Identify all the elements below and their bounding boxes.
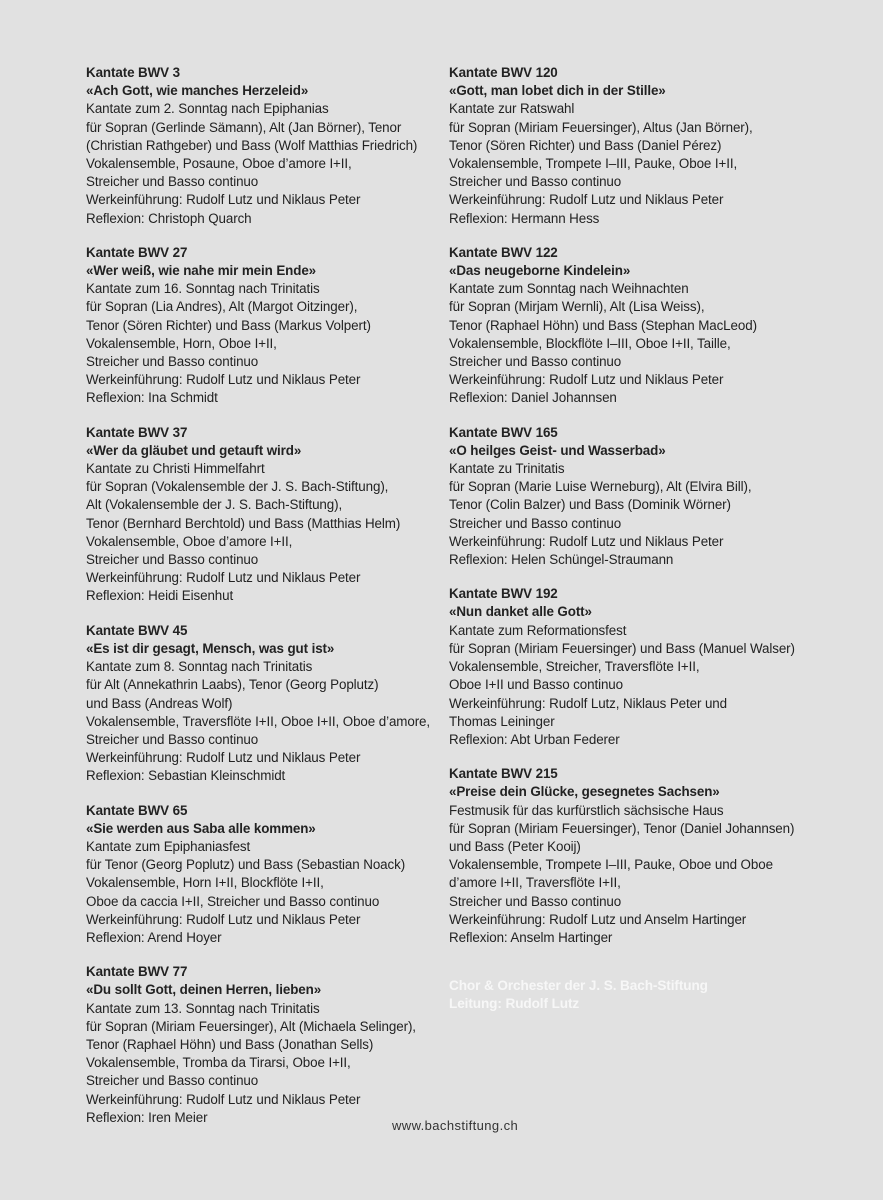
cantata-detail-line: Kantate zum 16. Sonntag nach Trinitatis xyxy=(86,281,320,297)
cantata-detail-line: Vokalensemble, Trompete I–III, Pauke, Oboe I+II, xyxy=(449,156,738,172)
cantata-detail-line: für Sopran (Vokalensemble der J. S. Bach-Stiftung), xyxy=(86,479,389,495)
cantata-subtitle: «Sie werden aus Saba alle kommen» xyxy=(86,820,316,836)
cantata-entry xyxy=(86,622,436,786)
cantata-detail-line: (Christian Rathgeber) und Bass (Wolf Matthias Friedrich) xyxy=(86,137,418,153)
cantata-detail-line: Tenor (Sören Richter) und Bass (Markus Volpert) xyxy=(86,317,371,333)
conductor-line: Leitung: Rudolf Lutz xyxy=(449,996,580,1012)
right-entries xyxy=(449,64,869,947)
cantata-detail-line: Vokalensemble, Trompete I–III, Pauke, Oboe und Oboe xyxy=(449,857,773,873)
cantata-detail-line: Reflexion: Christoph Quarch xyxy=(86,210,252,226)
cantata-detail-line: Streicher und Basso continuo xyxy=(86,731,259,747)
cantata-detail-line: Reflexion: Hermann Hess xyxy=(449,210,600,226)
cantata-detail-line: für Sopran (Miriam Feuersinger), Altus (Jan Börner), xyxy=(449,119,753,135)
cantata-detail-line: Tenor (Colin Balzer) und Bass (Dominik Wörner) xyxy=(449,497,731,513)
cantata-detail-line: Tenor (Bernhard Berchtold) und Bass (Matthias Helm) xyxy=(86,515,401,531)
cantata-entry xyxy=(449,585,869,749)
cantata-entry xyxy=(86,424,436,606)
cantata-entry xyxy=(449,64,869,228)
cantata-detail-line: Reflexion: Iren Meier xyxy=(86,1109,208,1125)
cantata-detail-line: Werkeinführung: Rudolf Lutz und Niklaus Peter xyxy=(86,911,361,927)
cantata-entry xyxy=(86,64,436,228)
cantata-title: Kantate BWV 27 xyxy=(86,244,188,260)
cantata-title: Kantate BWV 165 xyxy=(449,424,558,440)
cantata-entry xyxy=(86,802,436,948)
cantata-detail-line: Werkeinführung: Rudolf Lutz und Niklaus Peter xyxy=(86,372,361,388)
cantata-entry xyxy=(86,963,436,1127)
cantata-detail-line: Tenor (Sören Richter) und Bass (Daniel Pérez) xyxy=(449,137,722,153)
cantata-detail-line: Kantate zum 2. Sonntag nach Epiphanias xyxy=(86,101,329,117)
cantata-title: Kantate BWV 37 xyxy=(86,424,188,440)
cantata-detail-line: für Sopran (Miriam Feuersinger), Alt (Michaela Selinger), xyxy=(86,1018,416,1034)
cantata-title: Kantate BWV 120 xyxy=(449,65,558,80)
cantata-detail-line: Festmusik für das kurfürstlich sächsische Haus xyxy=(449,802,724,818)
cantata-title: Kantate BWV 3 xyxy=(86,65,180,80)
cantata-detail-line: Reflexion: Arend Hoyer xyxy=(86,929,222,945)
cantata-detail-line: Vokalensemble, Horn I+II, Blockflöte I+II, xyxy=(86,875,324,891)
left-column xyxy=(86,64,436,1143)
cantata-entry xyxy=(449,244,869,408)
cantata-detail-line: Reflexion: Abt Urban Federer xyxy=(449,731,620,747)
cantata-detail-line: Kantate zum Sonntag nach Weihnachten xyxy=(449,281,689,297)
cantata-detail-line: Vokalensemble, Streicher, Traversflöte I+II, xyxy=(449,659,700,675)
cantata-subtitle: «Preise dein Glücke, gesegnetes Sachsen» xyxy=(449,784,720,800)
cantata-title: Kantate BWV 192 xyxy=(449,586,558,602)
cantata-subtitle: «Das neugeborne Kindelein» xyxy=(449,263,631,279)
website-url[interactable]: www.bachstiftung.ch xyxy=(392,1118,519,1133)
cantata-detail-line: für Alt (Annekathrin Laabs), Tenor (Georg Poplutz) xyxy=(86,677,379,693)
cantata-detail-line: Streicher und Basso continuo xyxy=(449,893,622,909)
cantata-detail-line: für Sopran (Marie Luise Werneburg), Alt (Elvira Bill), xyxy=(449,479,752,495)
cantata-detail-line: Streicher und Basso continuo xyxy=(86,552,259,568)
cantata-detail-line: Oboe da caccia I+II, Streicher und Basso continuo xyxy=(86,893,380,909)
cantata-detail-line: d’amore I+II, Traversflöte I+II, xyxy=(449,875,621,891)
cantata-detail-line: Kantate zum 8. Sonntag nach Trinitatis xyxy=(86,659,313,675)
cantata-subtitle: «Wer da gläubet und getauft wird» xyxy=(86,442,302,458)
cantata-detail-line: Werkeinführung: Rudolf Lutz, Niklaus Peter und xyxy=(449,695,727,711)
cantata-detail-line: Oboe I+II und Basso continuo xyxy=(449,677,624,693)
cantata-detail-line: Alt (Vokalensemble der J. S. Bach-Stiftung), xyxy=(86,497,343,513)
ensemble-credits xyxy=(449,977,869,1013)
cantata-detail-line: Vokalensemble, Tromba da Tirarsi, Oboe I+II, xyxy=(86,1055,351,1071)
cantata-detail-line: Vokalensemble, Blockflöte I–III, Oboe I+II, Taille, xyxy=(449,335,731,351)
cantata-detail-line: Werkeinführung: Rudolf Lutz und Niklaus Peter xyxy=(86,1091,361,1107)
cantata-detail-line: Streicher und Basso continuo xyxy=(86,1073,259,1089)
cantata-detail-line: für Sopran (Gerlinde Sämann), Alt (Jan Börner), Tenor xyxy=(86,119,402,135)
cantata-detail-line: Reflexion: Helen Schüngel-Straumann xyxy=(449,552,674,568)
cantata-detail-line: Reflexion: Daniel Johannsen xyxy=(449,390,617,406)
ensemble-name: Chor & Orchester der J. S. Bach-Stiftung xyxy=(449,978,708,994)
cantata-detail-line: Streicher und Basso continuo xyxy=(449,174,622,190)
cantata-subtitle: «Es ist dir gesagt, Mensch, was gut ist» xyxy=(86,640,335,656)
cantata-detail-line: Tenor (Raphael Höhn) und Bass (Jonathan Sells) xyxy=(86,1036,374,1052)
cantata-entry xyxy=(449,424,869,570)
cantata-detail-line: Streicher und Basso continuo xyxy=(86,174,259,190)
cantata-detail-line: Kantate zum 13. Sonntag nach Trinitatis xyxy=(86,1000,320,1016)
cantata-subtitle: «Du sollt Gott, deinen Herren, lieben» xyxy=(86,982,322,998)
cantata-detail-line: Reflexion: Ina Schmidt xyxy=(86,390,218,406)
cantata-detail-line: Reflexion: Anselm Hartinger xyxy=(449,929,613,945)
cantata-detail-line: Streicher und Basso continuo xyxy=(86,354,259,370)
cantata-detail-line: und Bass (Peter Kooij) xyxy=(449,838,581,854)
cantata-detail-line: für Sopran (Mirjam Wernli), Alt (Lisa Weiss), xyxy=(449,299,705,315)
cantata-detail-line: Werkeinführung: Rudolf Lutz und Niklaus Peter xyxy=(449,192,724,208)
cantata-detail-line: Tenor (Raphael Höhn) und Bass (Stephan MacLeod) xyxy=(449,317,757,333)
cantata-detail-line: Reflexion: Sebastian Kleinschmidt xyxy=(86,768,286,784)
cantata-subtitle: «O heilges Geist- und Wasserbad» xyxy=(449,442,666,458)
cantata-entry xyxy=(449,765,869,947)
cantata-detail-line: Kantate zum Epiphaniasfest xyxy=(86,838,251,854)
cantata-subtitle: «Nun danket alle Gott» xyxy=(449,604,592,620)
cantata-detail-line: Vokalensemble, Horn, Oboe I+II, xyxy=(86,335,277,351)
cantata-detail-line: für Sopran (Miriam Feuersinger), Tenor (Daniel Johannsen) xyxy=(449,820,795,836)
cantata-detail-line: und Bass (Andreas Wolf) xyxy=(86,695,233,711)
cantata-detail-line: für Sopran (Miriam Feuersinger) und Bass (Manuel Walser) xyxy=(449,640,795,656)
cantata-subtitle: «Wer weiß, wie nahe mir mein Ende» xyxy=(86,263,317,279)
cantata-title: Kantate BWV 215 xyxy=(449,766,558,782)
cantata-detail-line: Kantate zu Christi Himmelfahrt xyxy=(86,461,265,477)
cantata-detail-line: Kantate zum Reformationsfest xyxy=(449,622,627,638)
cantata-detail-line: Streicher und Basso continuo xyxy=(449,515,622,531)
cantata-title: Kantate BWV 65 xyxy=(86,802,188,818)
cantata-detail-line: für Sopran (Lia Andres), Alt (Margot Oitzinger), xyxy=(86,299,358,315)
cantata-title: Kantate BWV 122 xyxy=(449,244,558,260)
cantata-detail-line: Vokalensemble, Oboe d’amore I+II, xyxy=(86,533,293,549)
cantata-subtitle: «Gott, man lobet dich in der Stille» xyxy=(449,83,666,99)
cantata-title: Kantate BWV 77 xyxy=(86,964,188,980)
cantata-detail-line: Werkeinführung: Rudolf Lutz und Niklaus Peter xyxy=(449,533,724,549)
cantata-detail-line: Streicher und Basso continuo xyxy=(449,354,622,370)
cantata-detail-line: Werkeinführung: Rudolf Lutz und Anselm Hartinger xyxy=(449,911,747,927)
cantata-detail-line: Vokalensemble, Traversflöte I+II, Oboe I+II, Oboe d’amore, xyxy=(86,713,431,729)
cantata-subtitle: «Ach Gott, wie manches Herzeleid» xyxy=(86,83,309,99)
cantata-detail-line: Werkeinführung: Rudolf Lutz und Niklaus Peter xyxy=(86,750,361,766)
cantata-detail-line: Kantate zu Trinitatis xyxy=(449,461,565,477)
cantata-detail-line: Kantate zur Ratswahl xyxy=(449,101,575,117)
cantata-entry xyxy=(86,244,436,408)
cantata-detail-line: Werkeinführung: Rudolf Lutz und Niklaus Peter xyxy=(449,372,724,388)
cantata-title: Kantate BWV 45 xyxy=(86,622,188,638)
cantata-detail-line: Werkeinführung: Rudolf Lutz und Niklaus Peter xyxy=(86,192,361,208)
right-column xyxy=(449,64,869,1014)
cantata-detail-line: für Tenor (Georg Poplutz) und Bass (Sebastian Noack) xyxy=(86,857,406,873)
cantata-detail-line: Reflexion: Heidi Eisenhut xyxy=(86,588,234,604)
cantata-detail-line: Vokalensemble, Posaune, Oboe d’amore I+II, xyxy=(86,156,352,172)
cantata-detail-line: Werkeinführung: Rudolf Lutz und Niklaus Peter xyxy=(86,570,361,586)
cantata-detail-line: Thomas Leininger xyxy=(449,713,555,729)
